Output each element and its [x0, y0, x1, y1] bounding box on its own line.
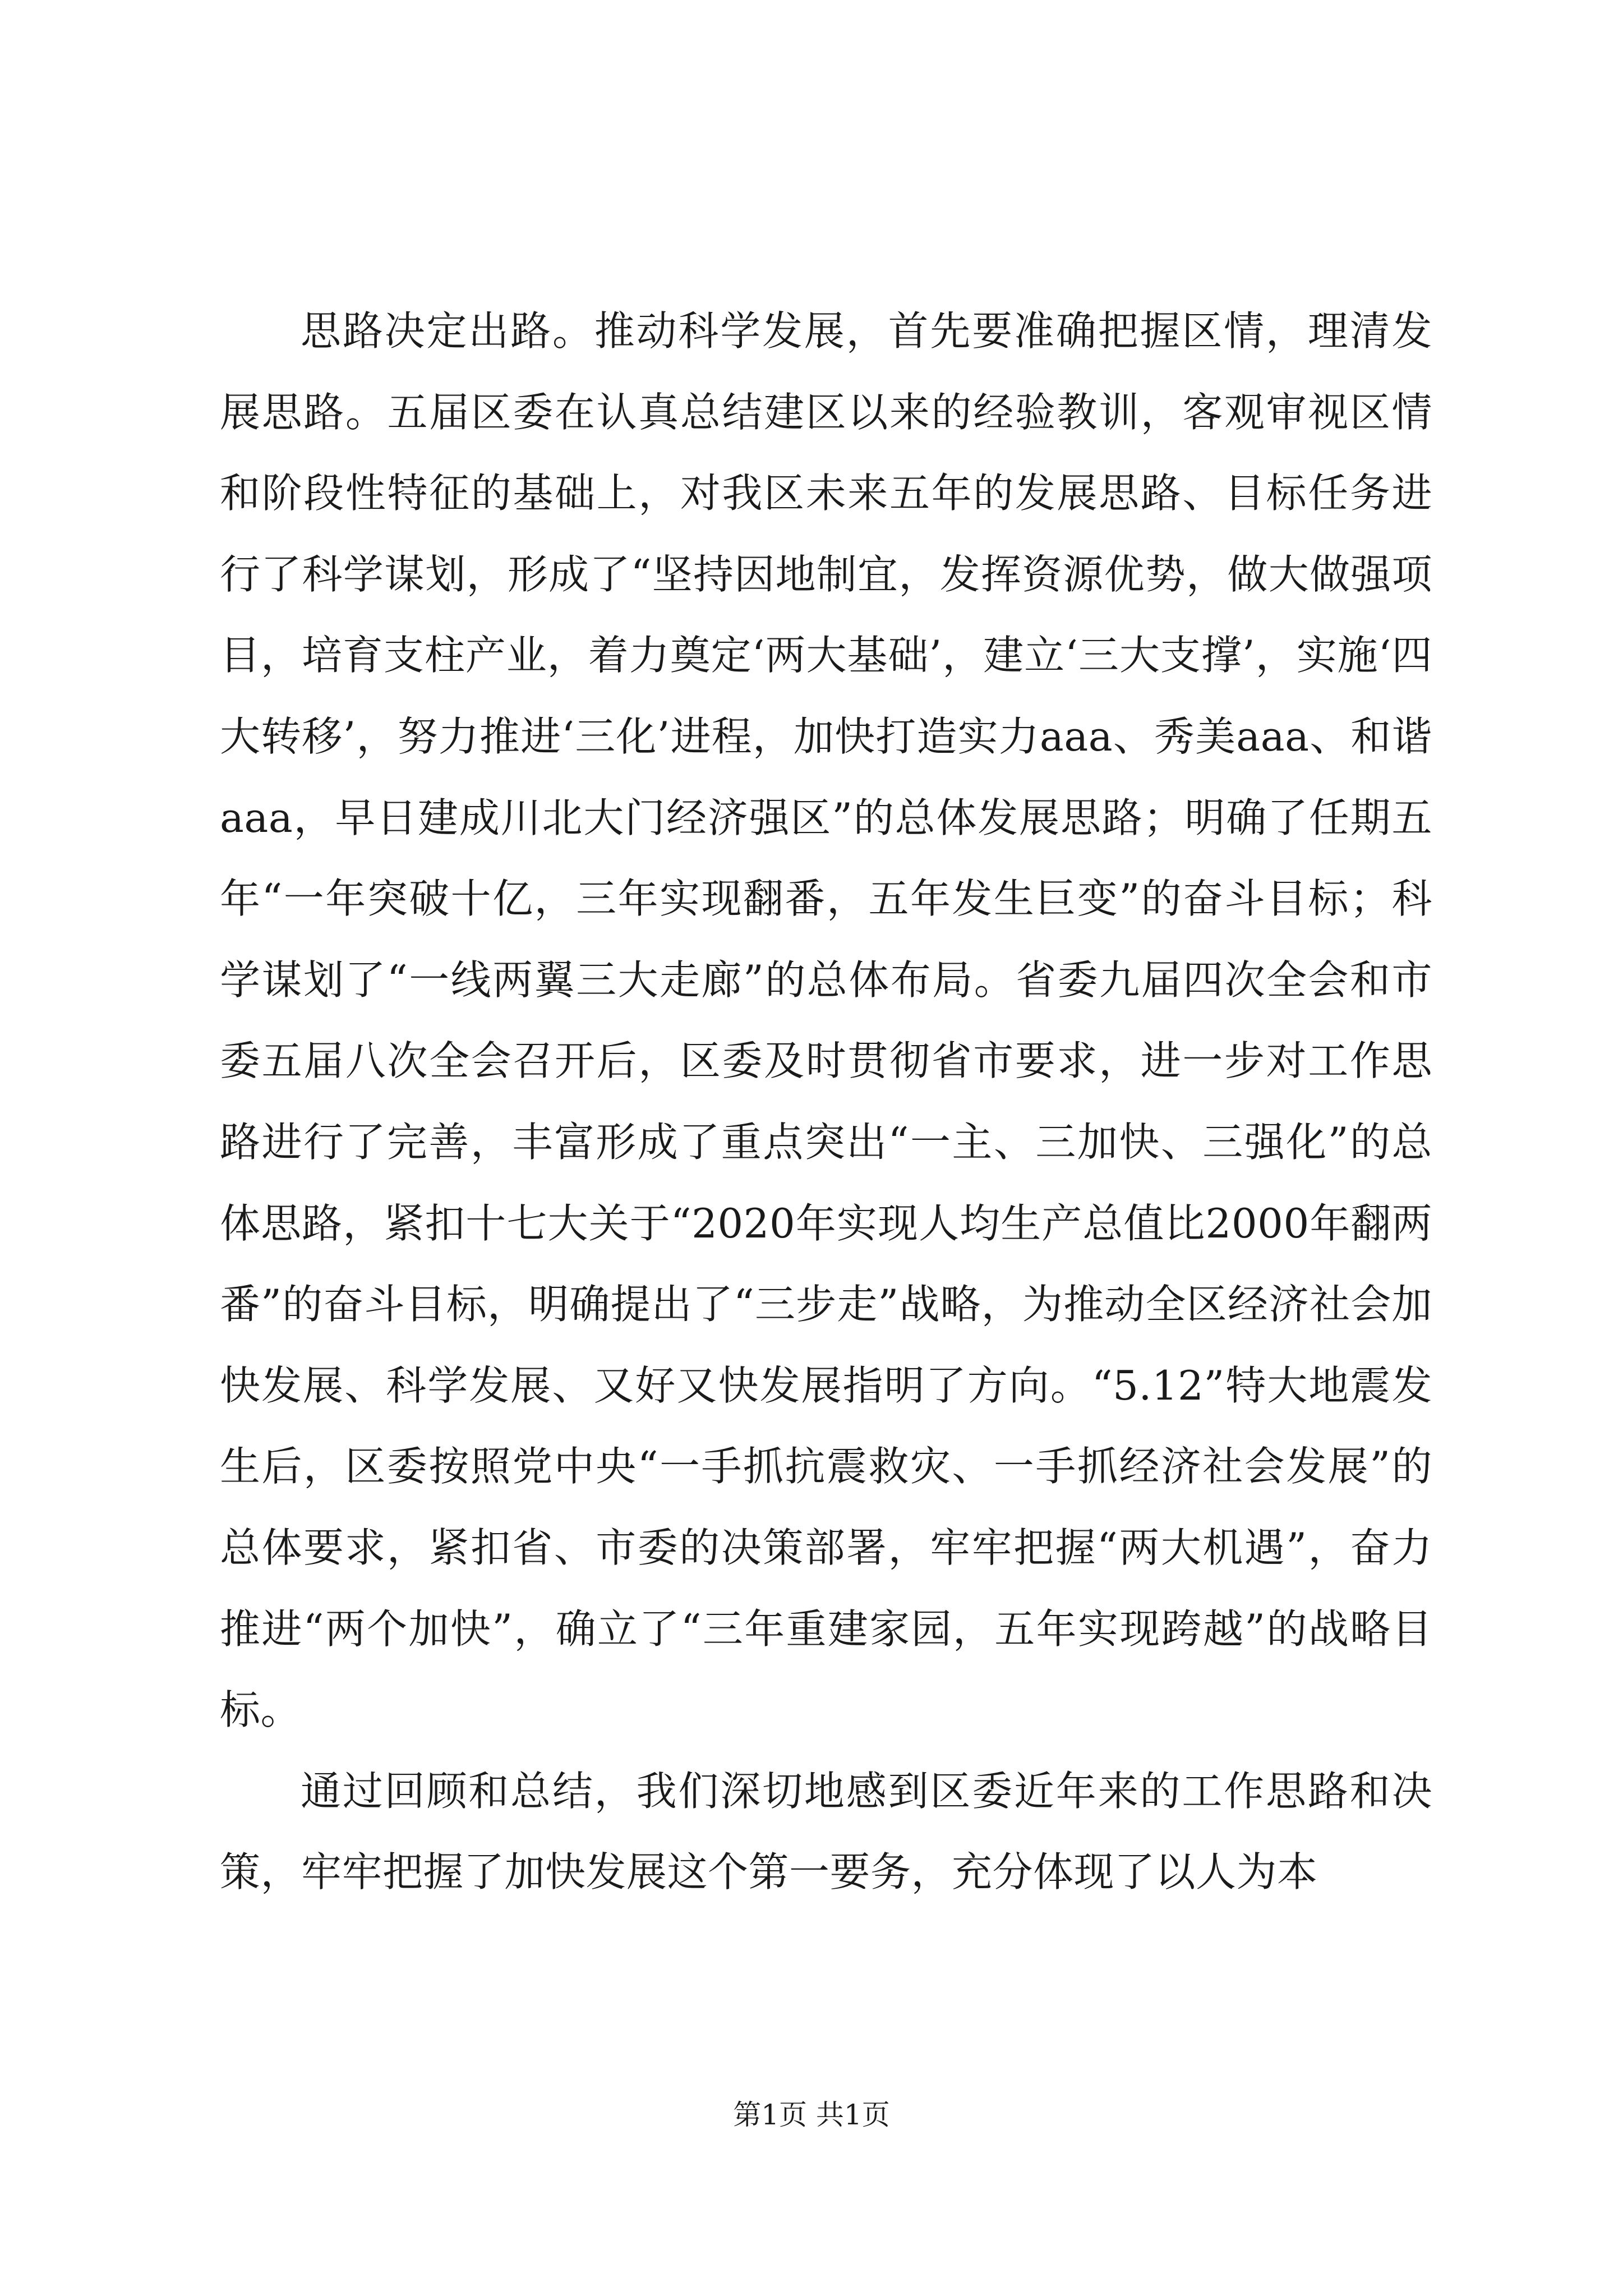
- body-text: [220, 291, 1432, 1913]
- page-footer: 第1页 共1页: [733, 2099, 890, 2131]
- paragraph-1: 思路决定出路。推动科学发展，首先要准确把握区情，理清发展思路。五届区委在认真总结建区以来的经验教训，客观审视区情和阶段性特征的基础上，对我区未来五年的发展思路、目标任务进行了科学谋划，形成了“坚持因地制宜，发挥资源优势，做大做强项目，培育支柱产业，着力奠定‘两大基础’，建立‘三大支撑’，实施‘四大转移’，努力推进‘三化’进程，加快打造实力aaa、秀美aaa、和谐aaa，早日建成川北大门经济强区”的总体发展思路；明确了任期五年“一年突破十亿，三年实现翻番，五年发生巨变”的奋斗目标；科学谋划了“一线两翼三大走廊”的总体布局。省委九届四次全会和市委五届八次全会召开后，区委及时贯彻省市要求，进一步对工作思路进行了完善，丰富形成了重点突出“一主、三加快、三强化”的总体思路，紧扣十七大关于“2020年实现人均生产总值比2000年翻两番”的奋斗目标，明确提出了“三步走”战略，为推动全区经济社会加快发展、科学发展、又好又快发展指明了方向。“5.12”特大地震发生后，区委按照党中央“一手抓抗震救灾、一手抓经济社会发展”的总体要求，紧扣省、市委的决策部署，牢牢把握“两大机遇”，奋力推进“两个加快”，确立了“三年重建家园，五年实现跨越”的战略目标。: [220, 307, 1432, 1734]
- paragraph-2: 通过回顾和总结，我们深切地感到区委近年来的工作思路和决策，牢牢把握了加快发展这个第一要务，充分体现了以人为本: [220, 1767, 1432, 1896]
